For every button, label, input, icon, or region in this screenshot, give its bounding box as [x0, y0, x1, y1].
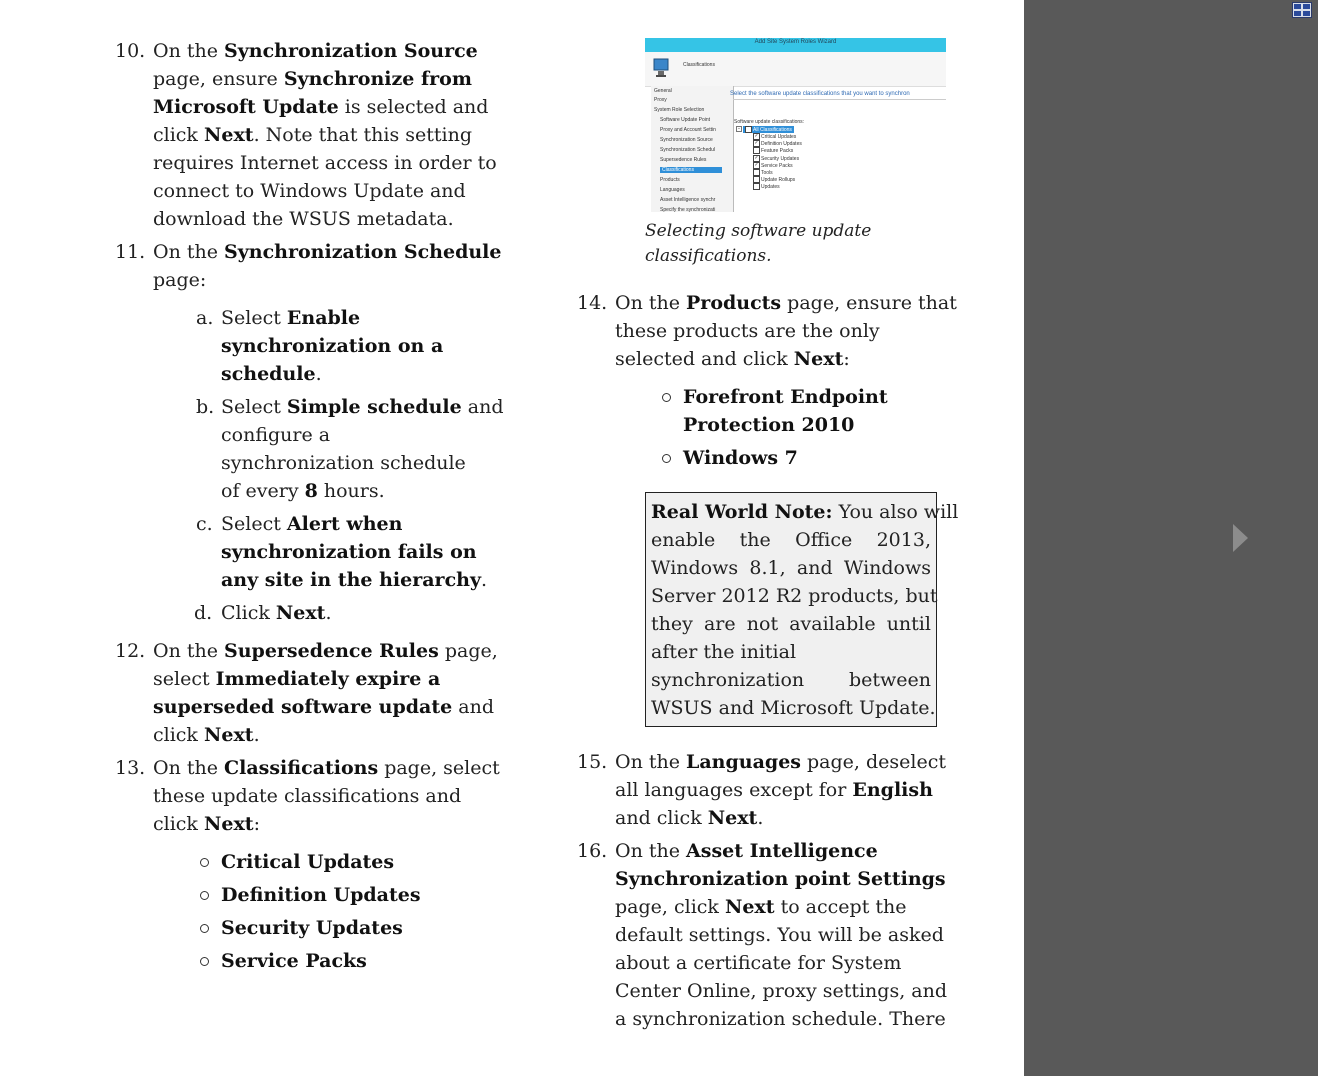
- wizard-nav-item[interactable]: Asset Intelligence synchr: [660, 197, 716, 203]
- tree-root[interactable]: ✓ All Classifications: [743, 126, 794, 133]
- item-10-line: Microsoft Update is selected and: [153, 96, 489, 118]
- item-10-line: connect to Windows Update and: [153, 180, 466, 202]
- item-16-number: 16.: [577, 840, 608, 862]
- subitem-d-label: d.: [194, 602, 213, 624]
- classification-bullet: Security Updates: [221, 917, 403, 939]
- wizard-nav-item[interactable]: Proxy: [654, 97, 667, 103]
- tree-label: Software update classifications:: [734, 119, 805, 125]
- item-12-line: On the Supersedence Rules page,: [153, 640, 498, 662]
- subitem-b-line: synchronization schedule: [221, 452, 466, 474]
- real-world-note: [645, 492, 959, 727]
- grid-menu-icon[interactable]: [1292, 2, 1312, 18]
- subitem-a-line: Select Enable: [221, 307, 361, 329]
- note-line: WSUS and Microsoft Update.: [651, 697, 936, 719]
- subitem-a-line: synchronization on a: [221, 335, 444, 357]
- wizard-nav-item[interactable]: Products: [660, 177, 680, 183]
- bullet-circle-icon: [200, 957, 209, 966]
- item-10-line: page, ensure Synchronize from: [153, 68, 472, 90]
- bullet-circle-icon: [662, 393, 671, 402]
- tree-item[interactable]: ✓ Critical Updates: [754, 133, 797, 140]
- item-14-line: these products are the only: [615, 320, 880, 342]
- item-15-line: On the Languages page, deselect: [615, 751, 946, 773]
- tree-item[interactable]: ✓ Service Packs: [754, 161, 793, 169]
- tree-collapse-icon[interactable]: −: [737, 126, 741, 131]
- subitem-c-line: any site in the hierarchy.: [221, 569, 488, 591]
- item-16-line: Synchronization point Settings: [615, 868, 946, 890]
- next-page-arrow-icon[interactable]: [1233, 524, 1248, 552]
- wizard-prompt: Select the software update classifications that you want to synchron: [730, 91, 910, 97]
- subitem-b-line: Select Simple schedule and: [221, 396, 504, 418]
- wizard-screenshot-figure: [645, 38, 946, 212]
- note-line: Server 2012 R2 products, but: [651, 585, 938, 607]
- item-13-number: 13.: [115, 757, 146, 779]
- figure-caption: classifications.: [645, 246, 772, 266]
- note-line: enable the Office 2013,: [651, 529, 931, 551]
- subitem-b-line: of every 8 hours.: [221, 480, 385, 502]
- wizard-nav-item[interactable]: Supersedence Rules: [660, 157, 707, 163]
- wizard-header: [645, 52, 946, 87]
- tree-item[interactable]: Updates: [753, 183, 780, 190]
- subitem-c-line: synchronization fails on: [221, 541, 477, 563]
- item-16-line: On the Asset Intelligence: [615, 840, 878, 862]
- item-16-line: about a certificate for System: [615, 952, 902, 974]
- item-15-line: and click Next.: [615, 807, 764, 829]
- item-13-line: click Next:: [153, 813, 260, 835]
- wizard-title-bar: [645, 38, 946, 52]
- bullet-circle-icon: [200, 858, 209, 867]
- subitem-d-line: Click Next.: [221, 602, 332, 624]
- tree-root-checkbox[interactable]: ✓: [746, 126, 751, 132]
- subitem-b-label: b.: [196, 396, 215, 418]
- tree-item[interactable]: Tools: [753, 169, 773, 176]
- tree-item-checkbox[interactable]: ✓: [754, 133, 759, 139]
- tree-item-checkbox[interactable]: ✓: [754, 154, 759, 161]
- wizard-header-title: Classifications: [683, 62, 715, 68]
- item-16-line: page, click Next to accept the: [615, 896, 907, 918]
- item-12-line: click Next.: [153, 724, 260, 746]
- viewer-side-panel: [1024, 0, 1318, 1076]
- tree-item-checkbox[interactable]: [753, 183, 760, 190]
- tree-item-checkbox[interactable]: ✓: [754, 140, 759, 147]
- computer-icon: [653, 56, 671, 78]
- wizard-nav-item[interactable]: Synchronization Source: [660, 137, 713, 143]
- item-10-number: 10.: [115, 40, 146, 62]
- item-13-line: these update classifications and: [153, 785, 462, 807]
- subitem-a-label: a.: [196, 307, 214, 329]
- figure-caption: Selecting software update: [645, 221, 872, 241]
- note-line: synchronization between: [651, 669, 931, 691]
- wizard-nav-item[interactable]: Software Update Point: [660, 117, 711, 123]
- item-15-number: 15.: [577, 751, 608, 773]
- subitem-c-label: c.: [196, 513, 213, 535]
- item-11-line: On the Synchronization Schedule: [153, 241, 502, 263]
- subitem-c-line: Select Alert when: [221, 513, 403, 535]
- wizard-nav-item[interactable]: Synchronization Schedul: [660, 147, 716, 153]
- item-10-line: download the WSUS metadata.: [153, 208, 454, 230]
- tree-item[interactable]: Feature Packs: [753, 147, 793, 154]
- wizard-nav-item[interactable]: Languages: [660, 187, 685, 193]
- item-16-line: a synchronization schedule. There: [615, 1008, 946, 1030]
- item-13-line: On the Classifications page, select: [153, 757, 500, 779]
- item-15-line: all languages except for English: [615, 779, 933, 801]
- tree-item-checkbox[interactable]: [753, 176, 760, 183]
- tree-item[interactable]: Update Rollups: [753, 176, 795, 183]
- item-12-number: 12.: [115, 640, 146, 662]
- tree-item-checkbox[interactable]: [753, 147, 760, 154]
- product-bullet: Windows 7: [683, 447, 798, 469]
- wizard-nav-item[interactable]: Specify the synchronizati: [660, 207, 716, 212]
- bullet-circle-icon: [200, 924, 209, 933]
- wizard-title: Add Site System Roles Wizard: [754, 39, 837, 45]
- divider: [733, 99, 946, 100]
- item-14-line: selected and click Next:: [615, 348, 850, 370]
- note-line: after the initial: [651, 641, 797, 663]
- note-line: Real World Note: You also will: [651, 501, 959, 523]
- item-12-line: select Immediately expire a: [153, 668, 441, 690]
- item-10-line: click Next. Note that this setting: [153, 124, 472, 146]
- subitem-a-line: schedule.: [221, 363, 322, 385]
- item-10-line: requires Internet access in order to: [153, 152, 497, 174]
- item-16-line: Center Online, proxy settings, and: [615, 980, 948, 1002]
- item-10-line: On the Synchronization Source: [153, 40, 478, 62]
- wizard-nav-item[interactable]: Proxy and Account Settin: [660, 127, 716, 133]
- item-14-line: On the Products page, ensure that: [615, 292, 957, 314]
- note-line: Windows 8.1, and Windows: [651, 557, 931, 579]
- tree-item-checkbox[interactable]: ✓: [754, 161, 759, 168]
- item-14-number: 14.: [577, 292, 608, 314]
- bullet-circle-icon: [200, 891, 209, 900]
- product-bullet: Protection 2010: [683, 414, 855, 436]
- tree-item-checkbox[interactable]: [753, 169, 760, 176]
- product-bullet: Forefront Endpoint: [683, 386, 888, 408]
- classification-bullet: Critical Updates: [221, 851, 395, 873]
- item-11-line: page:: [153, 269, 207, 291]
- item-12-line: superseded software update and: [153, 696, 494, 718]
- item-16-line: default settings. You will be asked: [615, 924, 944, 946]
- tree-item[interactable]: ✓ Definition Updates: [754, 140, 802, 148]
- item-11-number: 11.: [115, 241, 146, 263]
- subitem-b-line: configure a: [221, 424, 331, 446]
- classification-bullet: Definition Updates: [221, 884, 421, 906]
- bullet-circle-icon: [662, 454, 671, 463]
- note-line: they are not available until: [651, 613, 931, 635]
- wizard-nav-item[interactable]: General: [654, 88, 672, 94]
- tree-item[interactable]: ✓ Security Updates: [754, 154, 800, 162]
- wizard-nav-item[interactable]: Classifications: [660, 167, 722, 173]
- classification-bullet: Service Packs: [221, 950, 367, 972]
- wizard-nav-item[interactable]: System Role Selection: [654, 107, 705, 113]
